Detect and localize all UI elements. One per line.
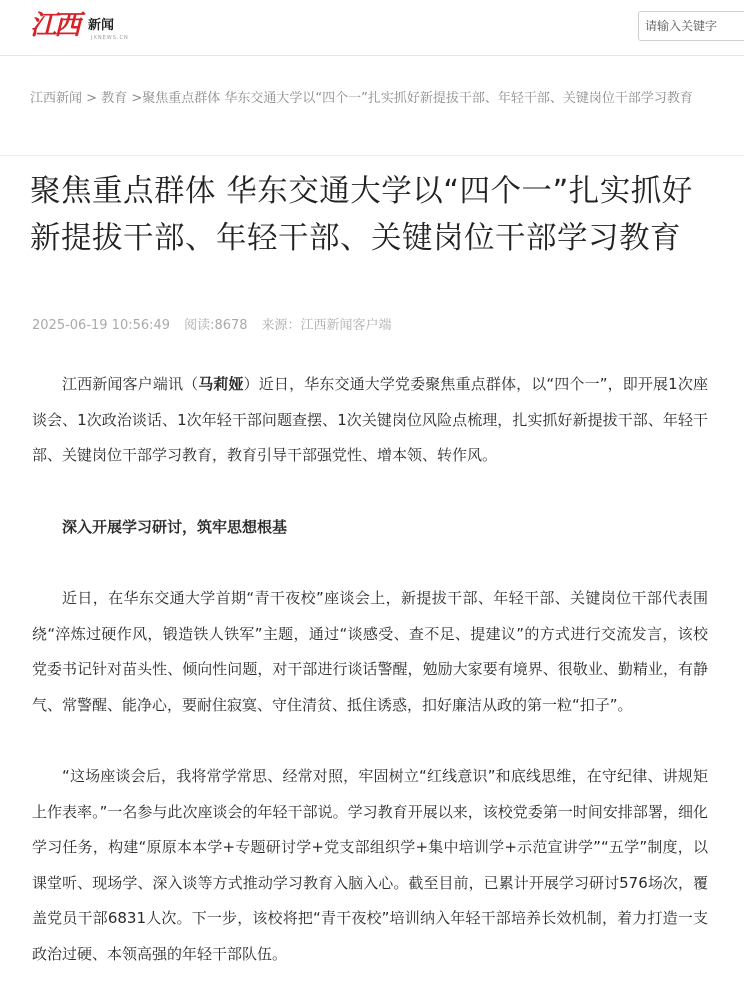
author-name: 马莉娅 bbox=[198, 375, 244, 393]
breadcrumb-home-link[interactable]: 江西新闻 bbox=[30, 91, 83, 106]
article-meta bbox=[32, 314, 406, 333]
paragraph-text: ）近日，华东交通大学党委聚焦重点群体，以“四个一”，即开展1次座谈会、1次政治谈话、1次年轻干部问题查摆、1次关键岗位风险点梳理，扎实抓好新提拔干部、年轻干部、关键岗位干部学习教育，教育引导干部强党性、增本领、转作风。 bbox=[32, 375, 708, 464]
article-subheading: 深入开展学习研讨，筑牢思想根基 bbox=[62, 517, 288, 536]
article-source: 来源：江西新闻客户端 bbox=[261, 318, 392, 333]
paragraph-lead: 江西新闻客户端讯（ bbox=[62, 375, 199, 393]
header-divider bbox=[0, 155, 744, 156]
breadcrumb-section-link[interactable]: 教育 bbox=[101, 91, 128, 106]
article-body bbox=[32, 367, 708, 1005]
logo-sub-text: JXNEWS.CN bbox=[91, 35, 129, 41]
article-paragraph bbox=[32, 367, 708, 474]
article-datetime: 2025-06-19 10:56:49 bbox=[32, 318, 171, 333]
breadcrumb bbox=[30, 76, 720, 122]
breadcrumb-separator: > bbox=[127, 91, 143, 106]
site-header bbox=[0, 0, 744, 56]
site-logo[interactable] bbox=[30, 8, 140, 46]
article-title: 聚焦重点群体 华东交通大学以“四个一”扎实抓好新提拔干部、年轻干部、关键岗位干部学习教育 bbox=[30, 174, 693, 256]
breadcrumb-separator: > bbox=[82, 91, 102, 106]
search-input[interactable] bbox=[638, 11, 744, 41]
logo-news-text: 新闻 bbox=[88, 18, 115, 33]
article-read-count: 阅读:8678 bbox=[184, 318, 248, 333]
article-paragraph: 近日，在华东交通大学首期“青干夜校”座谈会上，新提拔干部、年轻干部、关键岗位干部代表围绕“淬炼过硬作风，锻造铁人铁军”主题，通过“谈感受、查不足、提建议”的方式进行交流发言，该校党委书记针对苗头性、倾向性问题，对干部进行谈话警醒，勉励大家要有境界、很敬业、勤精业，有静气、常警醒、能净心，要耐住寂寞、守住清贫、抵住诱惑，扣好廉洁从政的第一粒“扣子”。 bbox=[32, 589, 708, 714]
logo-main-text: 江西 bbox=[30, 10, 78, 41]
breadcrumb-current: 聚焦重点群体 华东交通大学以“四个一”扎实抓好新提拔干部、年轻干部、关键岗位干部学习教育 bbox=[142, 91, 693, 106]
article-paragraph: “这场座谈会后，我将常学常思、经常对照，牢固树立“红线意识”和底线思维，在守纪律、讲规矩上作表率。”一名参与此次座谈会的年轻干部说。学习教育开展以来，该校党委第一时间安排部署，细化学习任务，构建“原原本本学+专题研讨学+党支部组织学+集中培训学+示范宣讲学”“五学”制度，以课堂听、现场学、深入谈等方式推动学习教育入脑入心。截至目前，已累计开展学习研讨576场次，覆盖党员干部6831人次。下一步，该校将把“青干夜校”培训纳入年轻干部培养长效机制，着力打造一支政治过硬、本领高强的年轻干部队伍。 bbox=[32, 767, 708, 963]
